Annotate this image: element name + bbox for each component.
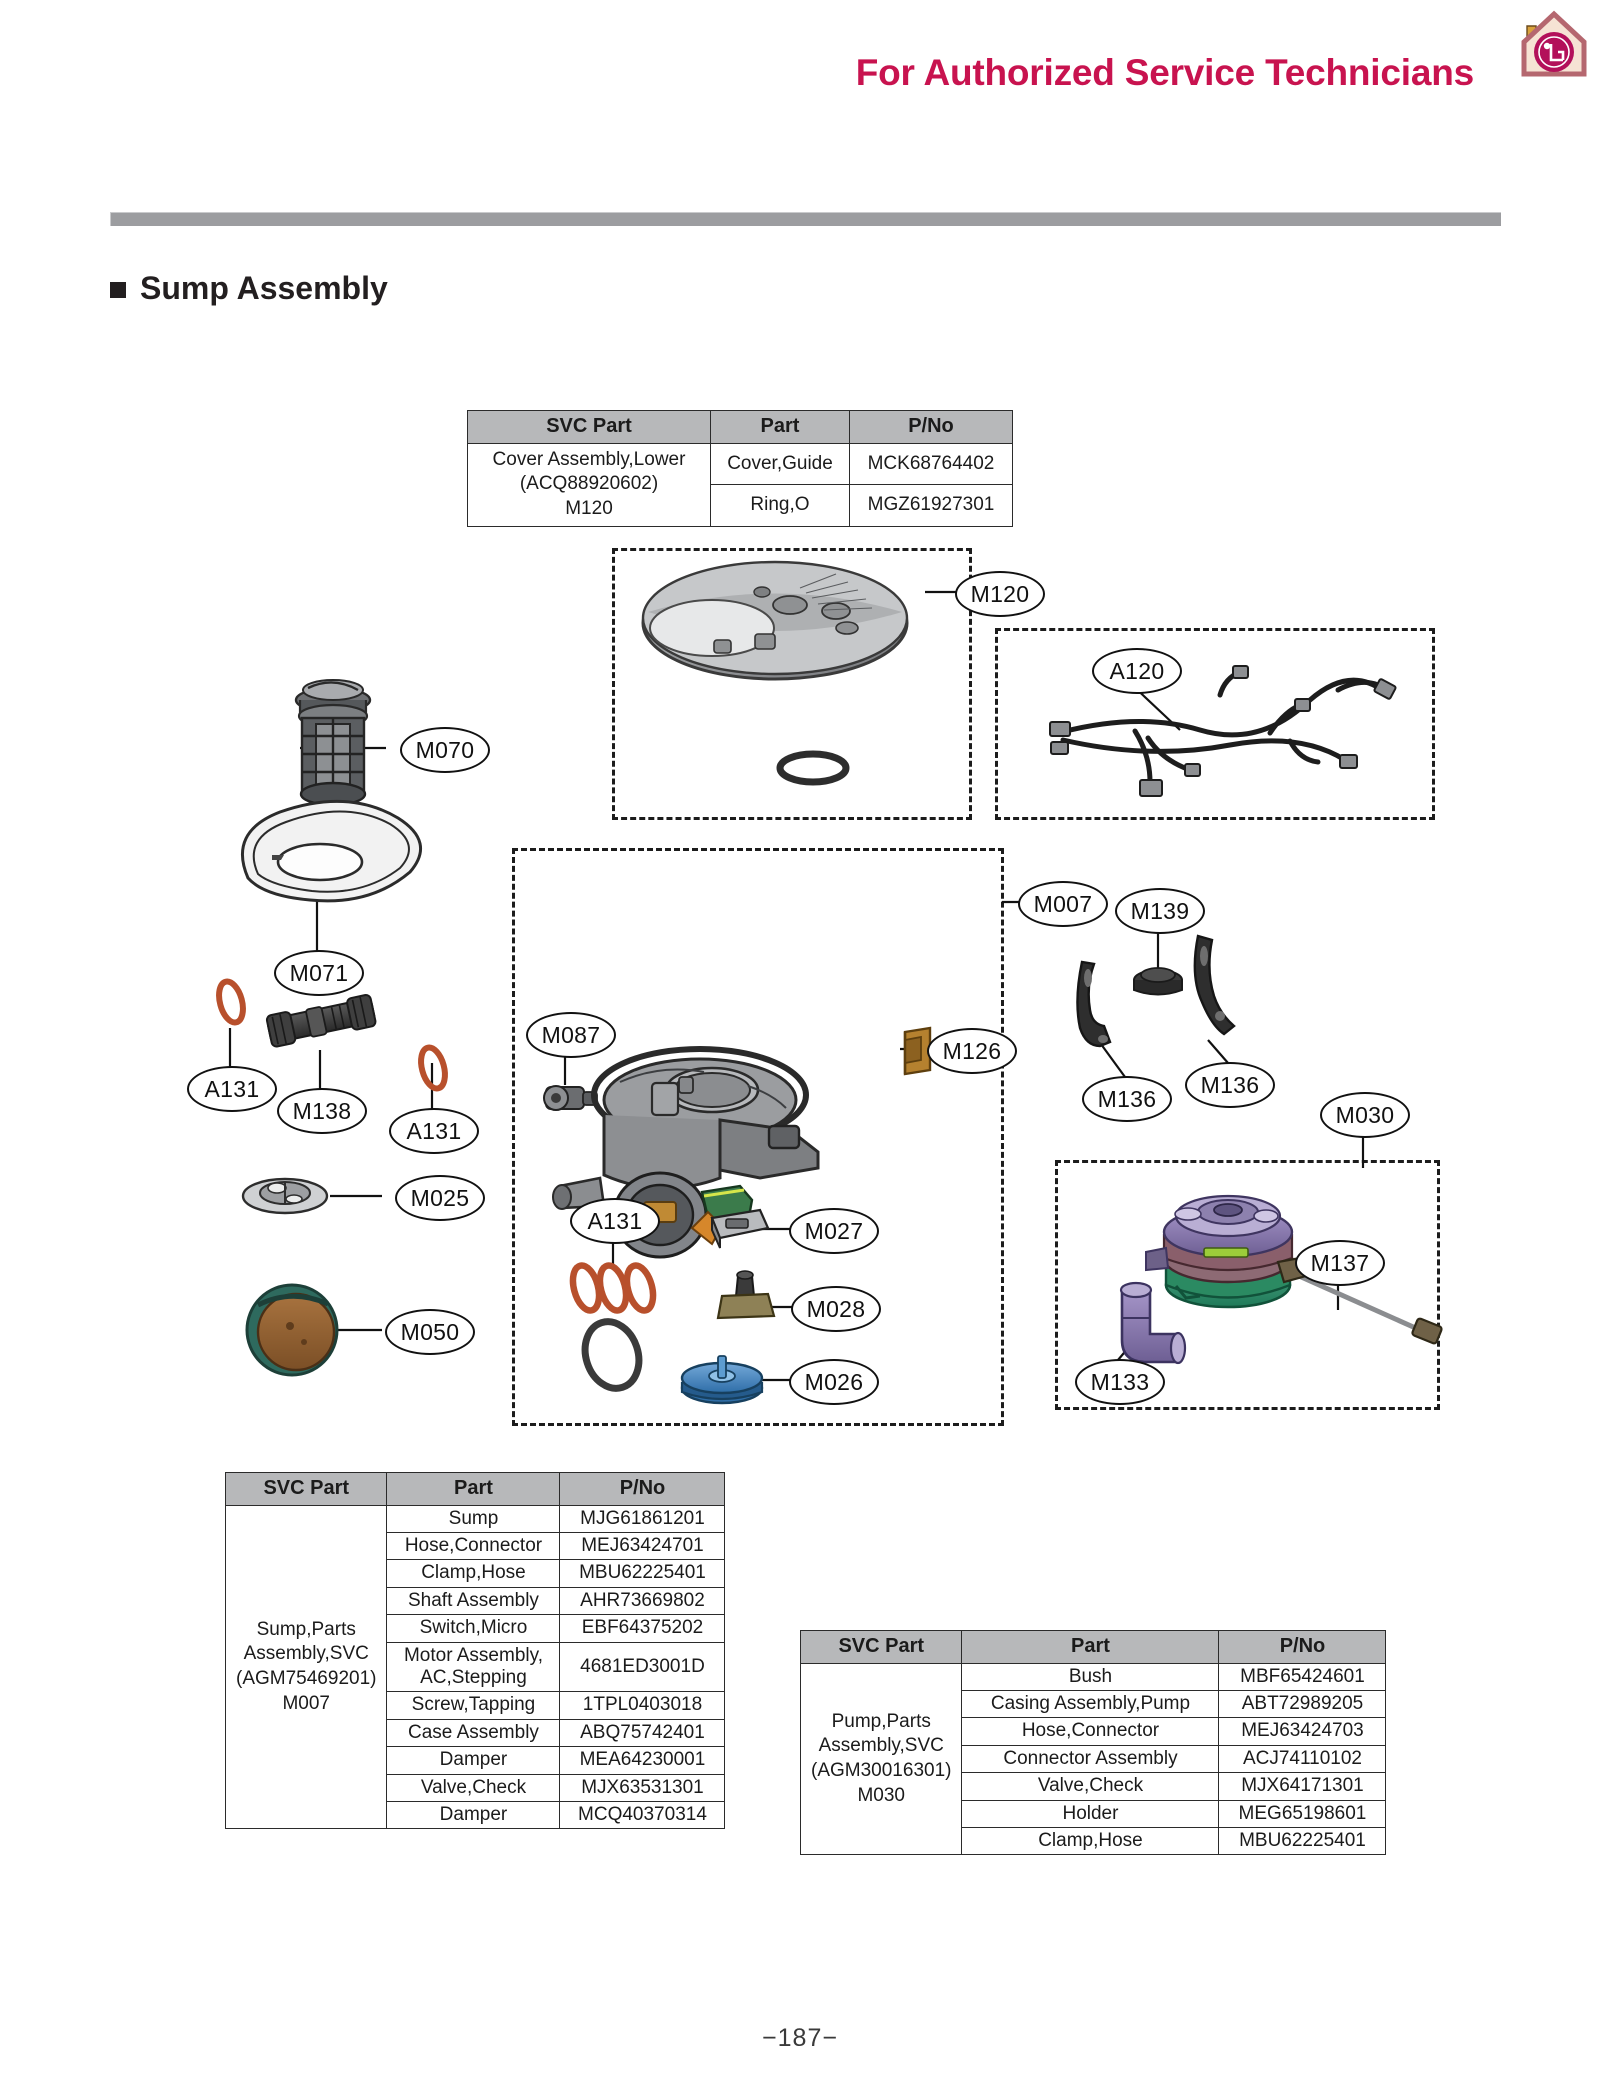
part-switch-micro-m027 <box>712 1210 768 1248</box>
part-gasket-m071 <box>242 801 420 901</box>
part-number-cell: ACJ74110102 <box>1219 1745 1386 1772</box>
callout-m136-1[interactable]: M136 <box>1082 1076 1172 1122</box>
svc-part-line: M030 <box>857 1784 905 1806</box>
part-name-cell: Sump <box>387 1505 560 1532</box>
svc-part-line: (AGM75469201) <box>236 1668 377 1690</box>
col-svc-part: SVC Part <box>226 1473 387 1506</box>
part-name-cell: Clamp,Hose <box>962 1828 1219 1855</box>
callout-m087[interactable]: M087 <box>526 1012 616 1058</box>
callout-a131-2[interactable]: A131 <box>389 1108 479 1154</box>
svc-part-line: (ACQ88920602) <box>519 473 659 495</box>
part-name-cell: Clamp,Hose <box>387 1560 560 1587</box>
col-pno: P/No <box>1219 1631 1386 1664</box>
callout-m137[interactable]: M137 <box>1295 1240 1385 1286</box>
part-bracket-m136-left <box>1077 962 1110 1046</box>
svc-part-line: Assembly,SVC <box>243 1643 369 1665</box>
part-number-cell: ABQ75742401 <box>560 1719 725 1746</box>
part-name-cell: Bush <box>962 1663 1219 1690</box>
part-number-cell: 1TPL0403018 <box>560 1692 725 1719</box>
svc-part-line: Assembly,SVC <box>818 1735 944 1757</box>
callout-m007[interactable]: M007 <box>1018 881 1108 927</box>
callout-m027[interactable]: M027 <box>789 1208 879 1254</box>
callout-m070[interactable]: M070 <box>400 727 490 773</box>
part-oring-dark-large <box>577 1315 647 1396</box>
part-oring-a131-left <box>215 979 247 1025</box>
svc-part-line: M007 <box>282 1692 330 1714</box>
part-number-cell: MBU62225401 <box>1219 1828 1386 1855</box>
callout-m126[interactable]: M126 <box>927 1028 1017 1074</box>
svc-part-line: (AGM30016301) <box>811 1760 952 1782</box>
part-name-cell: Cover,Guide <box>711 443 850 485</box>
part-name-cell: Ring,O <box>711 485 850 527</box>
part-number-cell: MEJ63424703 <box>1219 1718 1386 1745</box>
part-name-cell: Valve,Check <box>387 1774 560 1801</box>
part-number-cell: MCK68764402 <box>850 443 1013 485</box>
part-number-cell: MEJ63424701 <box>560 1533 725 1560</box>
part-number-cell: EBF64375202 <box>560 1615 725 1642</box>
callout-a131-3[interactable]: A131 <box>570 1198 660 1244</box>
part-number-cell: MCQ40370314 <box>560 1802 725 1829</box>
part-number-cell: MJG61861201 <box>560 1505 725 1532</box>
callout-m138[interactable]: M138 <box>277 1088 367 1134</box>
part-valve-check-m025 <box>243 1179 327 1213</box>
part-shaft-m138 <box>266 994 376 1047</box>
part-number-cell: MJX63531301 <box>560 1774 725 1801</box>
part-name-cell: Case Assembly <box>387 1719 560 1746</box>
col-svc-part: SVC Part <box>801 1631 962 1664</box>
part-oring-a131-triple <box>568 1263 657 1314</box>
part-number-cell: MEG65198601 <box>1219 1800 1386 1827</box>
callout-m133[interactable]: M133 <box>1075 1359 1165 1405</box>
svc-part-line: Sump,Parts <box>256 1618 356 1640</box>
part-bush-m087 <box>544 1086 597 1110</box>
callout-m050[interactable]: M050 <box>385 1309 475 1355</box>
callout-m139[interactable]: M139 <box>1115 888 1205 934</box>
part-name-cell: Switch,Micro <box>387 1615 560 1642</box>
part-name-cell: Damper <box>387 1747 560 1774</box>
part-number-cell: AHR73669802 <box>560 1587 725 1614</box>
part-number-cell: MBF65424601 <box>1219 1663 1386 1690</box>
col-part: Part <box>387 1473 560 1506</box>
callout-m026[interactable]: M026 <box>789 1359 879 1405</box>
part-ring-o-m120 <box>780 754 846 782</box>
col-part: Part <box>711 411 850 444</box>
page-number: −187− <box>762 2024 838 2052</box>
part-damper-m139 <box>1134 968 1182 995</box>
part-name-line: AC,Stepping <box>420 1667 527 1689</box>
part-number-cell: MGZ61927301 <box>850 485 1013 527</box>
page-title-text: Sump Assembly <box>140 270 388 306</box>
part-name-cell: Screw,Tapping <box>387 1692 560 1719</box>
callout-m071[interactable]: M071 <box>274 950 364 996</box>
callout-m136-2[interactable]: M136 <box>1185 1062 1275 1108</box>
part-cover-guide-m120 <box>643 562 907 679</box>
part-valve-check-m026 <box>682 1356 762 1403</box>
callout-m028[interactable]: M028 <box>791 1286 881 1332</box>
part-bracket-m136-right <box>1195 936 1234 1034</box>
svc-part-line: M120 <box>565 497 613 519</box>
part-name-cell: Damper <box>387 1802 560 1829</box>
part-name-cell: Valve,Check <box>962 1773 1219 1800</box>
col-pno: P/No <box>560 1473 725 1506</box>
callout-a120[interactable]: A120 <box>1092 648 1182 694</box>
callout-m025[interactable]: M025 <box>395 1175 485 1221</box>
part-damper-m028 <box>718 1271 774 1318</box>
part-name-cell: Hose,Connector <box>962 1718 1219 1745</box>
page-header-title: For Authorized Service Technicians <box>855 52 1474 93</box>
part-name-cell: Connector Assembly <box>962 1745 1219 1772</box>
part-name-cell: Hose,Connector <box>387 1533 560 1560</box>
col-pno: P/No <box>850 411 1013 444</box>
part-number-cell: ABT72989205 <box>1219 1691 1386 1718</box>
part-name-line: Motor Assembly, <box>403 1644 543 1666</box>
callout-m120[interactable]: M120 <box>955 571 1045 617</box>
part-motor-m050 <box>247 1285 337 1375</box>
part-filter-m070 <box>296 680 370 805</box>
part-name-cell: Holder <box>962 1800 1219 1827</box>
part-number-cell: MBU62225401 <box>560 1560 725 1587</box>
svc-part-line: Cover Assembly,Lower <box>492 448 686 470</box>
part-pump-assembly-m030 <box>1146 1196 1292 1307</box>
part-number-cell: 4681ED3001D <box>560 1642 725 1692</box>
part-name-cell: Casing Assembly,Pump <box>962 1691 1219 1718</box>
col-svc-part: SVC Part <box>468 411 711 444</box>
svc-part-line: Pump,Parts <box>831 1710 931 1732</box>
part-number-cell: MJX64171301 <box>1219 1773 1386 1800</box>
callout-a131-1[interactable]: A131 <box>187 1066 277 1112</box>
col-part: Part <box>962 1631 1219 1664</box>
part-number-cell: MEA64230001 <box>560 1747 725 1774</box>
part-name-cell: Shaft Assembly <box>387 1587 560 1614</box>
callout-m030[interactable]: M030 <box>1320 1092 1410 1138</box>
